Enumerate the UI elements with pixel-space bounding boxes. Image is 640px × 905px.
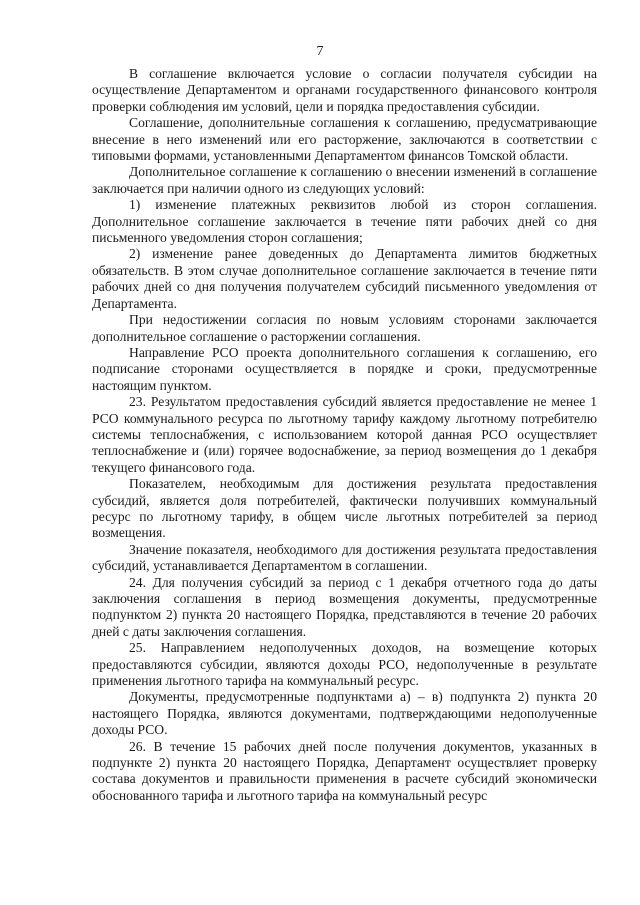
paragraph: Соглашение, дополнительные соглашения к соглашению, предусматривающие внесение в него изменений или его расторжение, заключаются в соответствии с типовыми формами, установленными Департаментом финансов Томской области. [92,115,597,164]
paragraph: 23. Результатом предоставления субсидий является предоставление не менее 1 РСО коммунального ресурса по льготному тарифу каждому льготному потребителю системы теплоснабжения, с использованием которой данная РСО осуществляет теплоснабжение и (или) горячее водоснабжение, за период возмещения до 1 декабря текущего финансового года. [92,394,597,475]
paragraph: 26. В течение 15 рабочих дней после получения документов, указанных в подпункте 2) пункта 20 настоящего Порядка, Департамент осуществляет проверку состава документов и правильности применения в расчете субсидий экономически обоснованного тарифа и льготного тарифа на коммунальный ресурс [92,738,597,803]
paragraph: 25. Направлением недополученных доходов, на возмещение которых предоставляются субсидии, являются доходы РСО, недополученные в результате применения льготного тарифа на коммунальный ресурс. [92,640,597,689]
paragraph: Направление РСО проекта дополнительного соглашения к соглашению, его подписание сторонами осуществляется в порядке и сроки, предусмотренные настоящим пунктом. [92,344,597,393]
paragraph: В соглашение включается условие о согласии получателя субсидии на осуществление Департаментом и органами государственного финансового контроля проверки соблюдения им условий, цели и порядка предоставления субсидии. [92,66,597,114]
paragraph: Показателем, необходимым для достижения результата предоставления субсидий, является доля потребителей, фактически получивших коммунальный ресурс по льготному тарифу, в общем числе льготных потребителей за период возмещения. [92,476,597,541]
paragraph: Значение показателя, необходимого для достижения результата предоставления субсидий, устанавливается Департаментом в соглашении. [92,541,597,574]
paragraph: 1) изменение платежных реквизитов любой из сторон соглашения. Дополнительное соглашение заключается в течение пяти рабочих дней со дня письменного уведомления сторон соглашения; [92,197,597,246]
document-body [92,66,597,804]
paragraph: При недостижении согласия по новым условиям сторонами заключается дополнительное соглашение о расторжении соглашения. [92,312,597,344]
paragraph: Документы, предусмотренные подпунктами а) – в) подпункта 2) пункта 20 настоящего Порядка, являются документами, подтверждающими недополученные доходы РСО. [92,689,597,738]
page-number: 7 [316,44,324,59]
paragraph: Дополнительное соглашение к соглашению о внесении изменений в соглашение заключается при наличии одного из следующих условий: [92,164,597,196]
paragraph: 2) изменение ранее доведенных до Департамента лимитов бюджетных обязательств. В этом случае дополнительное соглашение заключается в течение пяти рабочих дней со дня получения получателем субсидий письменного уведомления от Департамента. [92,246,597,311]
paragraph: 24. Для получения субсидий за период с 1 декабря отчетного года до даты заключения соглашения в период возмещения документы, предусмотренные подпунктом 2) пункта 20 настоящего Порядка, представляются в течение 20 рабочих дней с даты заключения соглашения. [92,574,597,639]
